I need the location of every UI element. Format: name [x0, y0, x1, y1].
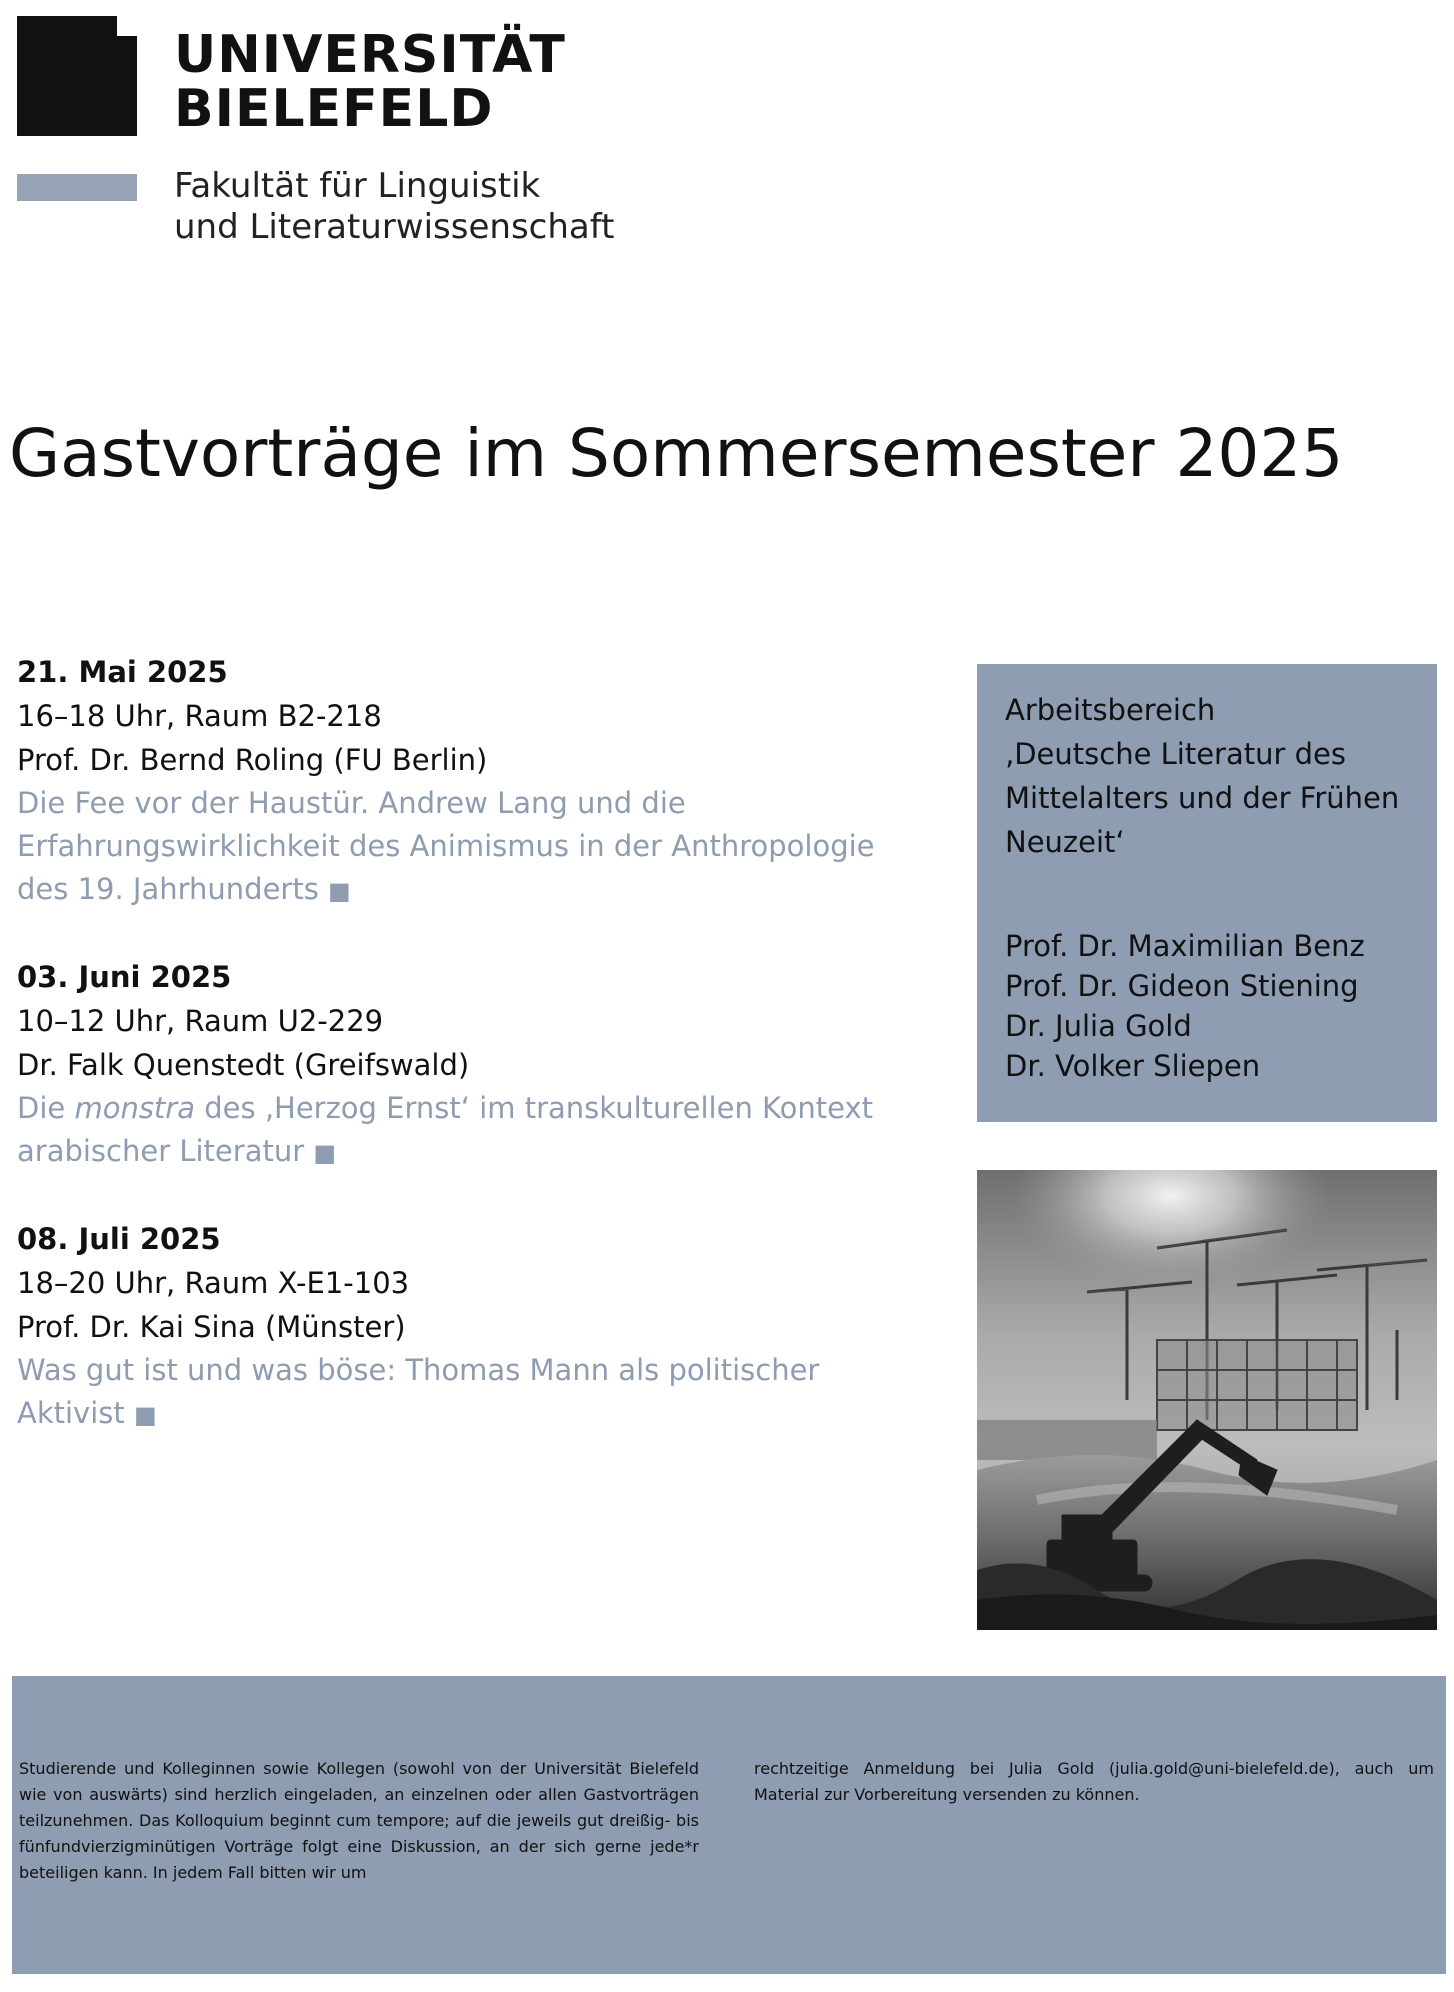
talk-title-text: Die Fee vor der Haustür. Andrew Lang und die Erfahrungswirklichkeit des Animismus in der Anthropologie des 19. Jahrhunderts — [17, 786, 875, 906]
event-talk-title — [17, 1349, 917, 1437]
talk-title-emphasis: monstra — [74, 1091, 195, 1125]
event-item — [17, 650, 917, 913]
footer-column-left: Studierende und Kolleginnen sowie Kollegen (sowohl von der Universität Bielefeld wie von auswärts) sind herzlich eingeladen, an einzelnen oder allen Gastvorträgen teilzunehmen. Das Kolloquium beginnt cum tempore; auf die jeweils gut dreißig- bis fünfundvierzigminütigen Vorträge folgt eine Diskussion, an der sich gerne jede*r beteiligen kann. In jedem Fall bitten wir um — [19, 1759, 699, 1882]
faculty-name: Fakultät für Linguistik und Literaturwissenschaft — [174, 166, 615, 247]
talk-title-text: Was gut ist und was böse: Thomas Mann als politischer Aktivist — [17, 1353, 820, 1430]
event-item — [17, 955, 917, 1175]
event-speaker: Prof. Dr. Bernd Roling (FU Berlin) — [17, 743, 488, 777]
university-logo-icon — [17, 16, 137, 136]
event-talk-title — [17, 1087, 917, 1175]
event-time-room: 10–12 Uhr, Raum U2-229 — [17, 1004, 384, 1038]
event-speaker: Prof. Dr. Kai Sina (Münster) — [17, 1310, 406, 1344]
end-mark-icon: ■ — [313, 1139, 337, 1167]
page-title: Gastvorträge im Sommersemester 2025 — [9, 415, 1344, 492]
person-name: Dr. Volker Sliepen — [1005, 1049, 1261, 1083]
event-time-room: 16–18 Uhr, Raum B2-218 — [17, 699, 382, 733]
people-list — [1005, 926, 1409, 1086]
construction-site-photo — [977, 1170, 1437, 1630]
working-area-title: Arbeitsbereich ‚Deutsche Literatur des Mittelalters und der Frühen Neuzeit‘ — [1005, 693, 1400, 859]
event-item — [17, 1217, 917, 1437]
event-list — [17, 650, 917, 1479]
footer-info-box — [12, 1676, 1446, 1974]
event-date: 08. Juli 2025 — [17, 1222, 221, 1256]
event-date: 03. Juni 2025 — [17, 960, 232, 994]
footer-column-right: rechtzeitige Anmeldung bei Julia Gold (julia.gold@uni-bielefeld.de), auch um Material zur Vorbereitung versenden zu können. — [754, 1759, 1434, 1804]
university-name: UNIVERSITÄT BIELEFELD — [174, 25, 566, 139]
event-speaker: Dr. Falk Quenstedt (Greifswald) — [17, 1048, 470, 1082]
event-date: 21. Mai 2025 — [17, 655, 228, 689]
talk-title-pre: Die — [17, 1091, 75, 1125]
end-mark-icon: ■ — [133, 1401, 157, 1429]
logo-accent-bar — [17, 174, 137, 201]
person-name: Prof. Dr. Maximilian Benz — [1005, 929, 1365, 963]
event-talk-title — [17, 782, 917, 913]
talk-title-post: des ‚Herzog Ernst‘ im transkulturellen Kontext arabischer Literatur — [17, 1091, 873, 1168]
working-area-box — [977, 664, 1437, 1122]
person-name: Dr. Julia Gold — [1005, 1009, 1192, 1043]
person-name: Prof. Dr. Gideon Stiening — [1005, 969, 1359, 1003]
event-time-room: 18–20 Uhr, Raum X-E1-103 — [17, 1266, 410, 1300]
end-mark-icon: ■ — [328, 877, 351, 905]
